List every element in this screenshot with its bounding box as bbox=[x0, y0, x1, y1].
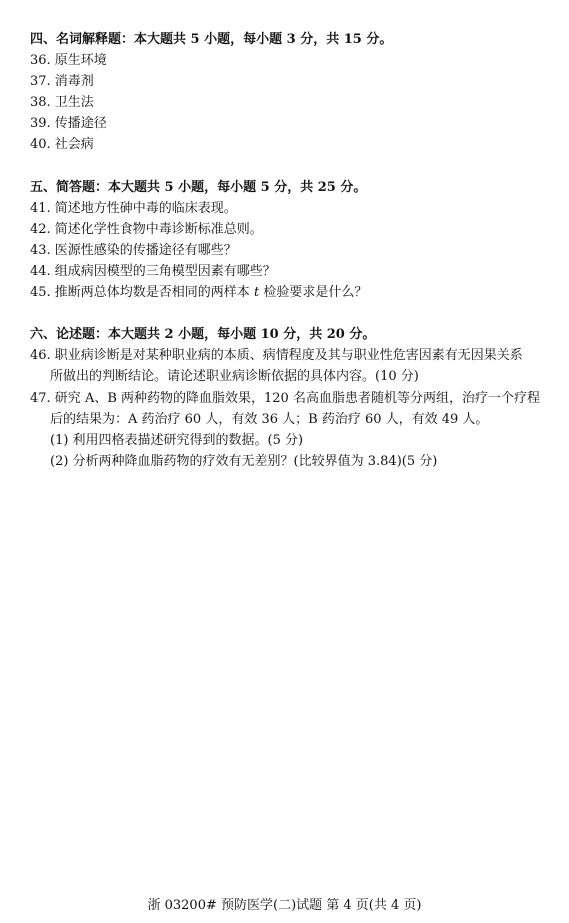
page-footer: 浙 03200# 预防医学(二)试题 第 4 页(共 4 页) bbox=[147, 898, 422, 913]
question-47-subquestion-1: (1) 利用四格表描述研究得到的数据。(5 分) bbox=[50, 433, 304, 448]
section5-heading: 五、简答题：本大题共 5 小题，每小题 5 分，共 25 分。 bbox=[30, 180, 367, 195]
question-38: 38. 卫生法 bbox=[30, 95, 94, 110]
question-46-line1: 46. 职业病诊断是对某种职业病的本质、病情程度及其与职业性危害因素有无因果关系 bbox=[30, 348, 523, 363]
question-45-text-after: 检验要求是什么？ bbox=[259, 285, 368, 300]
question-45-variable-t: t bbox=[253, 285, 260, 300]
question-45 bbox=[30, 285, 367, 301]
question-39: 39. 传播途径 bbox=[30, 116, 107, 131]
question-40: 40. 社会病 bbox=[30, 137, 94, 152]
section4-heading: 四、名词解释题：本大题共 5 小题，每小题 3 分，共 15 分。 bbox=[30, 32, 393, 47]
question-47-line2: 后的结果为：A 药治疗 60 人，有效 36 人；B 药治疗 60 人，有效 49 人。 bbox=[50, 412, 489, 427]
question-42: 42. 简述化学性食物中毒诊断标准总则。 bbox=[30, 222, 263, 237]
question-44: 44. 组成病因模型的三角模型因素有哪些？ bbox=[30, 264, 276, 279]
question-41: 41. 简述地方性砷中毒的临床表现。 bbox=[30, 201, 237, 216]
question-45-text-before: 45. 推断两总体均数是否相同的两样本 bbox=[30, 285, 254, 300]
question-46-line2: 所做出的判断结论。请论述职业病诊断依据的具体内容。(10 分) bbox=[50, 369, 419, 384]
question-47-subquestion-2: (2) 分析两种降血脂药物的疗效有无差别？(比较界值为 3.84)(5 分) bbox=[50, 454, 438, 469]
question-36: 36. 原生环境 bbox=[30, 53, 107, 68]
question-43: 43. 医源性感染的传播途径有哪些？ bbox=[30, 243, 237, 258]
section6-heading: 六、论述题：本大题共 2 小题，每小题 10 分，共 20 分。 bbox=[30, 327, 376, 342]
question-47-line1: 47. 研究 A、B 两种药物的降血脂效果，120 名高血脂患者随机等分两组，治疗一个疗程 bbox=[30, 391, 540, 406]
question-37: 37. 消毒剂 bbox=[30, 74, 94, 89]
